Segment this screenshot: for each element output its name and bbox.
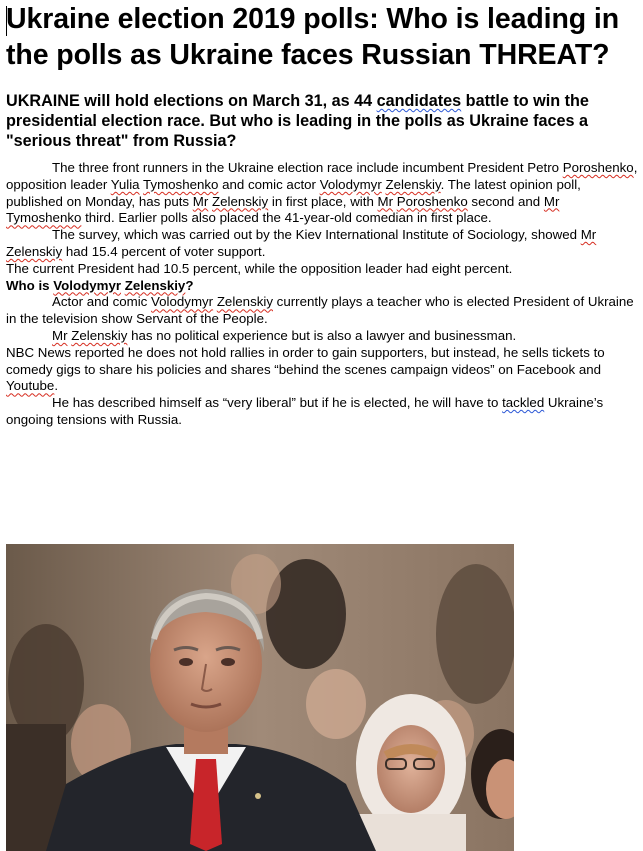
spell-flag[interactable]: Zelenskiy: [385, 176, 441, 192]
paragraph-7: He has described himself as “very liberal” but if he is elected, he will have to tackled Ukraine’s ongoing tensions with Russia.: [6, 395, 604, 427]
paragraph-4: Actor and comic Volodymyr Zelenskiy currently plays a teacher who is elected President of Ukraine in the television show Servant of the People.: [6, 294, 634, 327]
spell-flag[interactable]: Zelenskiy: [124, 277, 186, 293]
photo-illustration: [6, 544, 514, 851]
article-photo: [6, 544, 514, 851]
spell-flag[interactable]: Mr: [52, 327, 68, 343]
spell-flag[interactable]: Tymoshenko: [143, 176, 219, 192]
spell-flag[interactable]: Zelenskiy: [216, 294, 273, 310]
headline: Ukraine election 2019 polls: Who is leading in the polls as Ukraine faces Russian THREAT?: [6, 3, 620, 71]
spell-flag[interactable]: Mr: [580, 227, 597, 243]
spell-flag[interactable]: Youtube: [6, 378, 55, 394]
paragraph-2: The survey, which was carried out by the Kiev International Institute of Sociology, showed Mr Zelenskiy had 15.4 percent of voter support.: [6, 227, 597, 259]
spell-flag[interactable]: Volodymyr: [319, 176, 382, 192]
grammar-flag[interactable]: tackled: [502, 395, 545, 411]
standfirst: UKRAINE will hold elections on March 31, as 44 candidates battle to win the presidential election race. But who is leading in the polls as Ukraine faces a "serious threat" from Russia?: [6, 92, 589, 150]
paragraph-6: NBC News reported he does not hold rallies in order to gain supporters, but instead, he sells tickets to comedy gigs to share his policies and shares “behind the scenes campaign videos” on Facebook and Youtube.: [6, 344, 605, 394]
spell-flag[interactable]: Yulia: [110, 176, 140, 192]
spell-flag[interactable]: Poroshenko: [396, 193, 468, 209]
spell-flag[interactable]: Tymoshenko: [6, 210, 82, 226]
paragraph-3: The current President had 10.5 percent, while the opposition leader had eight percent.: [6, 260, 513, 276]
spell-flag[interactable]: Volodymyr: [53, 277, 122, 293]
spell-flag[interactable]: Zelenskiy: [212, 193, 269, 209]
spell-flag[interactable]: Mr: [543, 193, 560, 209]
document-page: [6, 0, 638, 429]
subheading: Who is Volodymyr Zelenskiy?: [6, 277, 194, 293]
spell-flag[interactable]: Mr: [377, 193, 394, 209]
spell-flag[interactable]: Zelenskiy: [71, 327, 128, 343]
spell-flag[interactable]: Mr: [192, 193, 209, 209]
paragraph-1: The three front runners in the Ukraine election race include incumbent President Petro Poroshenko, opposition leader Yulia Tymoshenko and comic actor Volodymyr Zelenskiy. The latest opinion poll, published on Monday, has puts Mr Zelenskiy in first place, with Mr Poroshenko second and Mr Tymoshenko third. Earlier polls also placed the 41-year-old comedian in first place.: [6, 160, 638, 226]
spell-flag[interactable]: Poroshenko: [562, 160, 634, 175]
spell-flag[interactable]: Volodymyr: [151, 294, 214, 310]
grammar-flag-candidates[interactable]: candidates: [376, 92, 462, 110]
spell-flag[interactable]: Zelenskiy: [6, 243, 63, 259]
article-body: [6, 160, 638, 429]
paragraph-5: Mr Zelenskiy has no political experience but is also a lawyer and businessman.: [52, 327, 517, 343]
